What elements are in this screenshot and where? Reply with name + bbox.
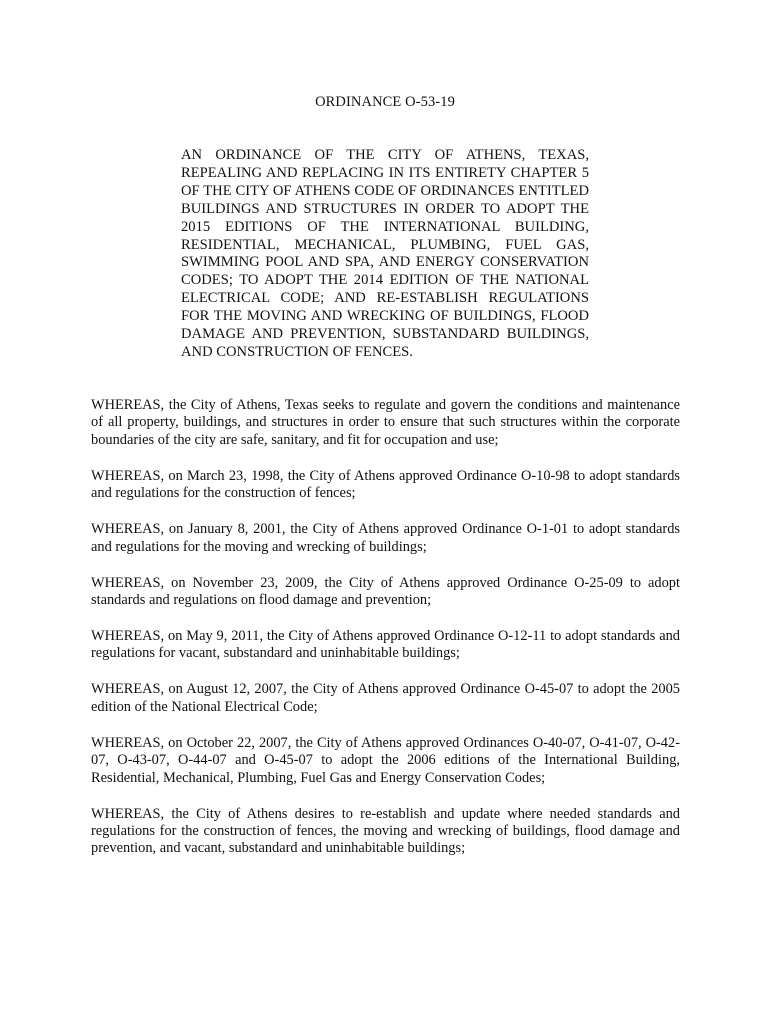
ordinance-caption: AN ORDINANCE OF THE CITY OF ATHENS, TEXAS, REPEALING AND REPLACING IN ITS ENTIRETY CHAPTER 5 OF THE CITY OF ATHENS CODE OF ORDINANCES ENTITLED BUILDINGS AND STRUCTURES IN ORDER TO ADOPT THE 2015 EDITIONS OF THE INTERNATIONAL BUILDING, RESIDENTIAL, MECHANICAL, PLUMBING, FUEL GAS, SWIMMING POOL AND SPA, AND ENERGY CONSERVATION CODES; TO ADOPT THE 2014 EDITION OF THE NATIONAL ELECTRICAL CODE; AND RE-ESTABLISH REGULATIONS FOR THE MOVING AND WRECKING OF BUILDINGS, FLOOD DAMAGE AND PREVENTION, SUBSTANDARD BUILDINGS, AND CONSTRUCTION OF FENCES. (181, 147, 589, 360)
whereas-paragraph-6: WHEREAS, on August 12, 2007, the City of Athens approved Ordinance O-45-07 to adopt the 2005 edition of the National Electrical Code; (91, 681, 680, 715)
whereas-paragraph-3: WHEREAS, on January 8, 2001, the City of Athens approved Ordinance O-1-01 to adopt standards and regulations for the moving and wrecking of buildings; (91, 521, 680, 555)
whereas-paragraph-1: WHEREAS, the City of Athens, Texas seeks to regulate and govern the conditions and maintenance of all property, buildings, and structures in order to ensure that such structures within the corporate boundaries of the city are safe, sanitary, and fit for occupation and use; (91, 397, 680, 448)
whereas-paragraph-8: WHEREAS, the City of Athens desires to re-establish and update where needed standards and regulations for the construction of fences, the moving and wrecking of buildings, flood damage and prevention, and vacant, substandard and uninhabitable buildings; (91, 805, 680, 857)
whereas-paragraph-7: WHEREAS, on October 22, 2007, the City of Athens approved Ordinances O-40-07, O-41-07, O-42-07, O-43-07, O-44-07 and O-45-07 to adopt the 2006 editions of the International Building, Residential, Mechanical, Plumbing, Fuel Gas and Energy Conservation Codes; (91, 734, 680, 786)
whereas-paragraph-5: WHEREAS, on May 9, 2011, the City of Athens approved Ordinance O-12-11 to adopt standards and regulations for vacant, substandard and uninhabitable buildings; (91, 628, 680, 662)
whereas-paragraph-2: WHEREAS, on March 23, 1998, the City of Athens approved Ordinance O-10-98 to adopt standards and regulations for the construction of fences; (91, 467, 680, 502)
recitals (91, 397, 680, 876)
whereas-paragraph-4: WHEREAS, on November 23, 2009, the City of Athens approved Ordinance O-25-09 to adopt standards and regulations on flood damage and prevention; (91, 574, 680, 609)
ordinance-title: ORDINANCE O-53-19 (315, 94, 455, 110)
